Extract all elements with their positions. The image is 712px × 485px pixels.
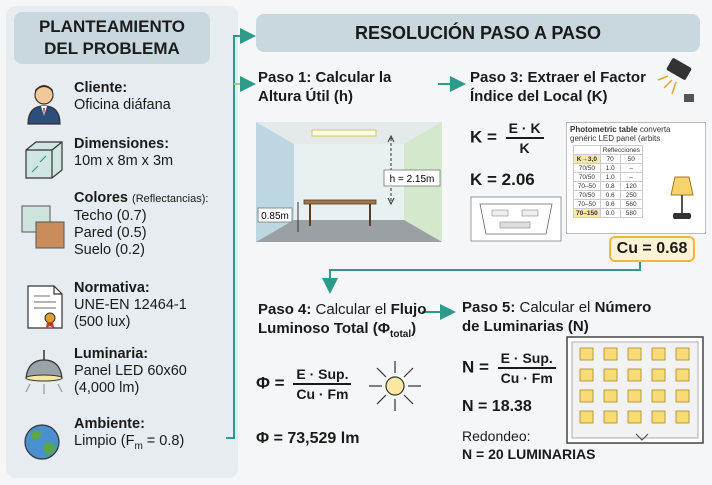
photometric-table	[566, 122, 706, 234]
ptable-cell: 0.0	[600, 209, 620, 218]
luminaire-panel	[628, 390, 641, 402]
ambiente-value: Limpio $(F_m = 0.8)$	[74, 433, 185, 452]
spotlight-icon	[654, 58, 698, 106]
step1-title-line2: Altura Útil (h)	[258, 88, 353, 105]
n-result: N = 18.38	[462, 398, 532, 415]
luminaria-line1: Panel LED 60x60	[74, 363, 187, 379]
ptable-cell: 1.0	[600, 164, 620, 173]
ptable-cell: 0.6	[600, 191, 620, 200]
step5-title	[462, 298, 651, 336]
ptable-cell: 0.6	[600, 200, 620, 209]
ptable-cell: –	[620, 173, 642, 182]
step4-title	[258, 300, 426, 344]
normativa-line2: (500 lux)	[74, 314, 131, 330]
ptable-cell: 70–50	[574, 200, 601, 209]
ptable-cell: 1.0	[600, 173, 620, 182]
luminaire-panel	[676, 348, 689, 360]
step3-title-line1: Paso 3: Extraer el Factor	[470, 69, 646, 86]
luminaire-panel	[580, 390, 593, 402]
luminaire-panel	[652, 348, 665, 360]
ptable-cell: 70/50	[574, 191, 601, 200]
table-lamp-icon	[665, 175, 699, 223]
ptable-cell: 0.8	[600, 182, 620, 191]
room-section-diagram	[256, 122, 442, 242]
luminaire-panel	[628, 369, 641, 381]
luminaria-label: Luminaria:	[74, 346, 149, 362]
ptable-cell: 70–50	[574, 182, 601, 191]
luminaire-panel	[604, 411, 617, 423]
luminaire-panel	[580, 369, 593, 381]
cu-result-box: Cu = 0.68	[609, 236, 695, 262]
ambiente-label: Ambiente:	[74, 416, 145, 432]
luminaire-panel	[652, 390, 665, 402]
left-title-line2: DEL PROBLEMA	[44, 39, 180, 58]
phi-formula-lhs: Φ =	[256, 373, 285, 393]
step1-title	[258, 68, 391, 106]
ptable-cell: –	[620, 164, 642, 173]
step4-pre: Paso 4:	[258, 301, 316, 318]
step3-title	[470, 68, 646, 106]
luminaire-panel	[604, 369, 617, 381]
ptable-cell: 70–150	[574, 209, 601, 218]
k-result: K = 2.06	[470, 170, 535, 189]
normativa-line1: UNE-EN 12464-1	[74, 297, 187, 313]
n-formula-denominator: Cu · Fm	[500, 370, 553, 386]
luminaire-panel	[652, 369, 665, 381]
step5-line2: de Luminarias (N)	[462, 318, 589, 335]
step4-close: )	[411, 320, 417, 337]
ptable-cell: 580	[620, 209, 642, 218]
suelo-value: Suelo (0.2)	[74, 242, 145, 258]
luminaire-panel	[676, 411, 689, 423]
step4-bold: Flujo	[390, 301, 427, 318]
n-formula	[462, 350, 556, 386]
k-formula-lhs: K =	[470, 127, 497, 147]
n-formula-lhs: N =	[462, 357, 489, 377]
k-formula	[470, 120, 544, 156]
cliente-value: Oficina diáfana	[74, 97, 171, 113]
luminaire-panel	[604, 348, 617, 360]
ptable-header: Reflecciones	[600, 146, 642, 155]
step4-line2: Luminoso Total (Φ	[258, 320, 391, 337]
ptable-title2: converta	[639, 125, 671, 134]
luminaire-layout-grid	[566, 336, 704, 444]
dimensiones-label: Dimensiones:	[74, 136, 170, 152]
phi-formula-numerator: E · Sup.	[293, 366, 351, 385]
ptable-grid	[573, 145, 643, 218]
techo-value: Techo (0.7)	[74, 208, 147, 224]
ptable-cell: 560	[620, 200, 642, 209]
luminous-flux-sun-icon	[364, 358, 426, 414]
pared-value: Pared (0.5)	[74, 225, 147, 241]
step5-bold: Número	[594, 299, 652, 316]
normativa-label: Normativa:	[74, 280, 150, 296]
colores-sub: (Reflectancias):	[132, 193, 209, 205]
rounding-label: Redondeo:	[462, 428, 531, 444]
ptable-cell: 70/50	[574, 173, 601, 182]
right-panel-title: RESOLUCIÓN PASO A PASO	[256, 14, 700, 52]
rounding-result: N = 20 LUMINARIAS	[462, 446, 596, 462]
ptable-title: Photometric table	[570, 125, 638, 134]
arrow-to-resolution	[226, 36, 252, 438]
step1-title-line1: Paso 1: Calcular la	[258, 69, 392, 86]
phi-result: Φ = 73,529 lm	[256, 430, 360, 447]
h-value-label: h = 2.15m	[389, 174, 435, 185]
step3-title-line2: Índice del Local (K)	[470, 88, 608, 105]
k-formula-denominator: K	[519, 140, 530, 156]
cliente-label: Cliente:	[74, 80, 128, 96]
luminaire-panel	[628, 411, 641, 423]
table-height-label: 0.85m	[261, 211, 289, 222]
ptable-cell: K→3,0	[574, 155, 601, 164]
luminaria-line2: (4,000 lm)	[74, 380, 140, 396]
step5-mid: Calcular el	[519, 299, 595, 316]
ptable-cell: 250	[620, 191, 642, 200]
room-plan-sketch	[470, 196, 562, 242]
ptable-subtitle: genéric LED panel (arbits	[570, 134, 661, 143]
colores-label: Colores	[74, 190, 128, 206]
step4-mid: Calcular el	[315, 301, 391, 318]
phi-formula-denominator: Cu · Fm	[296, 386, 349, 402]
ptable-cell: 70	[600, 155, 620, 164]
dimensiones-value: 10m x 8m x 3m	[74, 153, 174, 169]
arrow-to-step4	[330, 262, 640, 290]
phi-formula	[256, 366, 351, 402]
luminaire-panel	[628, 348, 641, 360]
luminaire-panel	[604, 390, 617, 402]
luminaire-panel	[580, 348, 593, 360]
n-formula-numerator: E · Sup.	[498, 350, 556, 369]
luminaire-panel	[580, 411, 593, 423]
ptable-cell: 120	[620, 182, 642, 191]
step5-pre: Paso 5:	[462, 299, 520, 316]
luminaire-panel	[676, 369, 689, 381]
step4-sub: total	[390, 329, 412, 340]
luminaire-panel	[676, 390, 689, 402]
ptable-cell: 70/50	[574, 164, 601, 173]
k-formula-numerator: E · K	[506, 120, 544, 139]
luminaire-panel	[652, 411, 665, 423]
ptable-cell: 50	[620, 155, 642, 164]
left-title-line1: PLANTEAMIENTO	[38, 17, 186, 36]
